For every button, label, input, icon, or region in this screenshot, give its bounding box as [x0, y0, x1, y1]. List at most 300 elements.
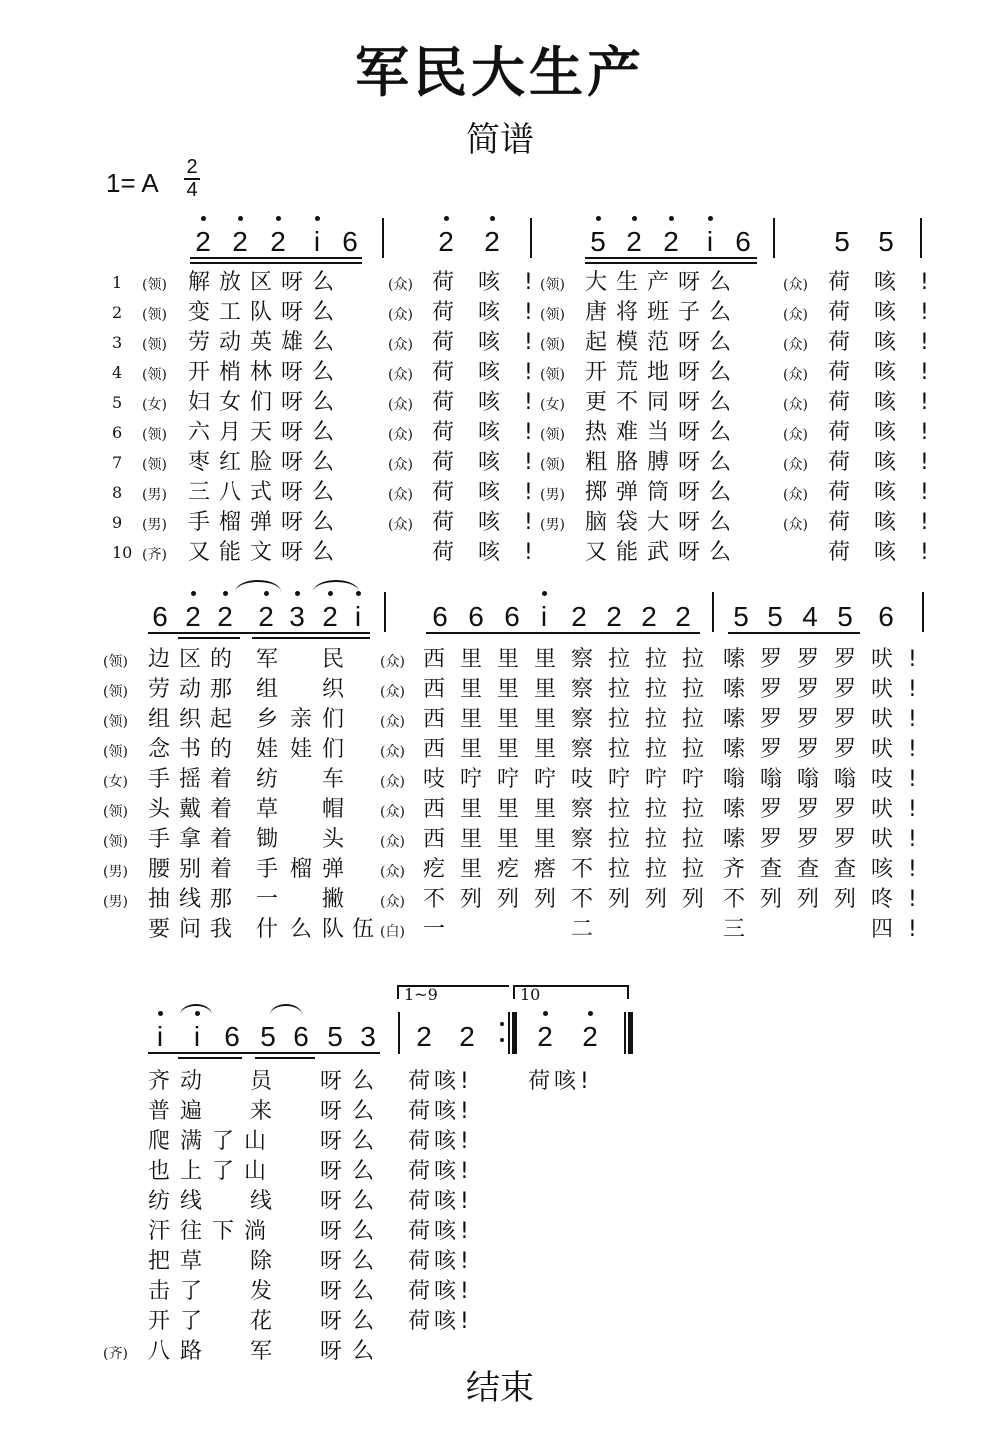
lyric-char: 开 [188, 360, 211, 385]
note: 5 [837, 601, 853, 632]
lyric-char: 荷 [828, 300, 851, 325]
lyric-char: 别 [179, 857, 202, 882]
note: 2 [225, 222, 255, 262]
part-tag: (女) [103, 774, 128, 790]
lyric-char: 天 [250, 420, 273, 445]
note: 3 [282, 597, 312, 637]
part-tag: (众) [783, 427, 808, 443]
lyric-char: 咳 [478, 540, 501, 565]
part-tag: (众) [783, 277, 808, 293]
verse-number: 8 [112, 483, 123, 502]
lyric-char: 嗡 [797, 767, 820, 792]
lyric-char: 罗 [834, 707, 857, 732]
lyric-char: 荷 [408, 1159, 431, 1184]
part-tag: (领) [142, 367, 167, 383]
lyric-char: 么 [352, 1279, 375, 1304]
lyric-char: ! [908, 917, 917, 942]
high-octave-dot [588, 1011, 593, 1016]
lyric-char: 乡 [256, 707, 279, 732]
lyric-char: 把 [148, 1249, 171, 1274]
lyric-char: 起 [210, 707, 233, 732]
lyric-char: 呀 [320, 1129, 343, 1154]
barline [773, 218, 775, 258]
note: 6 [342, 226, 358, 257]
lyric-char: 嗦 [723, 827, 746, 852]
lyric-char: 罗 [760, 827, 783, 852]
lyric-char: 么 [352, 1339, 375, 1364]
lyric-char: 民 [322, 647, 345, 672]
note: 6 [293, 1021, 309, 1052]
lyric-char: 咳 [874, 480, 897, 505]
lyric-char: 么 [709, 270, 732, 295]
part-tag: (领) [103, 654, 128, 670]
lyric-char: 荷 [828, 360, 851, 385]
barline [920, 218, 922, 258]
barline [384, 592, 386, 632]
lyric-char: 妇 [188, 390, 211, 415]
lyric-char: 里 [460, 737, 483, 762]
lyric-char: 么 [352, 1189, 375, 1214]
note: 2 [459, 1021, 475, 1052]
lyric-char: 汗 [148, 1219, 171, 1244]
verse-number: 9 [112, 513, 123, 532]
lyric-char: 区 [250, 270, 273, 295]
part-tag: (领) [142, 337, 167, 353]
part-tag: (男) [540, 487, 565, 503]
lyric-char: 撇 [322, 887, 345, 912]
lyric-char: 荷 [408, 1069, 431, 1094]
note: 6 [152, 601, 168, 632]
beam-line [585, 262, 757, 264]
lyric-char: 戴 [179, 797, 202, 822]
lyric-char: 热 [585, 420, 608, 445]
lyric-char: 么 [312, 510, 335, 535]
note: 6 [224, 1021, 240, 1052]
lyric-char: ! [908, 677, 917, 702]
note: 3 [360, 1021, 376, 1052]
lyric-char: 荷 [408, 1219, 431, 1244]
lyric-char: 往 [180, 1219, 203, 1244]
lyric-char: ! [524, 390, 533, 415]
note: 2 [530, 1017, 560, 1057]
lyric-char: 咳 [478, 420, 501, 445]
lyric-char: ! [524, 420, 533, 445]
note: 4 [802, 601, 818, 632]
note: 5 [834, 226, 850, 257]
lyric-char: 拉 [645, 647, 668, 672]
high-octave-dot [669, 216, 674, 221]
part-tag: (众) [388, 457, 413, 473]
note: i [529, 597, 559, 637]
lyric-char: 么 [352, 1219, 375, 1244]
lyric-char: 咳 [478, 390, 501, 415]
note: 5 [327, 1021, 343, 1052]
lyric-char: 弹 [250, 510, 273, 535]
high-octave-dot [238, 216, 243, 221]
lyric-char: ! [920, 270, 929, 295]
lyric-char: 嗦 [723, 677, 746, 702]
lyric-char: 拉 [682, 737, 705, 762]
note: 5 [878, 226, 894, 257]
lyric-char: 织 [179, 707, 202, 732]
note: 2 [656, 222, 686, 262]
lyric-char: 娃 [256, 737, 279, 762]
lyric-char: 查 [834, 857, 857, 882]
lyric-char: 么 [709, 360, 732, 385]
part-tag: (领) [540, 277, 565, 293]
lyric-char: ! [908, 887, 917, 912]
score-subtitle: 简谱 [466, 120, 534, 160]
lyric-char: 什 [256, 917, 279, 942]
lyric-char: 西 [423, 647, 446, 672]
lyric-char: 么 [312, 420, 335, 445]
lyric-char: 路 [180, 1339, 203, 1364]
lyric-char: 嗦 [723, 797, 746, 822]
lyric-char: 嗡 [723, 767, 746, 792]
high-octave-dot [315, 216, 320, 221]
part-tag: (众) [388, 277, 413, 293]
barline-thick [628, 1012, 633, 1054]
lyric-char: 咳 [434, 1279, 457, 1304]
lyric-char: ! [920, 330, 929, 355]
lyric-char: 么 [352, 1129, 375, 1154]
lyric-char: 吠 [871, 707, 894, 732]
lyric-char: 咳 [478, 360, 501, 385]
lyric-char: 咳 [434, 1159, 457, 1184]
lyric-char: 呀 [281, 540, 304, 565]
lyric-char: 线 [250, 1189, 273, 1214]
lyric-char: 地 [647, 360, 670, 385]
high-octave-dot [191, 591, 196, 596]
lyric-char: 呀 [678, 450, 701, 475]
lyric-char: 荷 [432, 270, 455, 295]
note: 2 [416, 1021, 432, 1052]
barline [624, 1012, 626, 1054]
lyric-char: 么 [709, 450, 732, 475]
lyric-char: 筒 [647, 480, 670, 505]
lyric-char: 胳 [616, 450, 639, 475]
lyric-char: 脸 [250, 450, 273, 475]
lyric-char: ! [460, 1159, 469, 1184]
part-tag: (众) [388, 487, 413, 503]
barline [922, 592, 924, 632]
lyric-char: 咳 [434, 1189, 457, 1214]
lyric-char: 动 [180, 1069, 203, 1094]
high-octave-dot [708, 216, 713, 221]
lyric-char: 二 [571, 917, 594, 942]
part-tag: (领) [540, 307, 565, 323]
part-tag: (领) [540, 367, 565, 383]
lyric-char: 里 [534, 797, 557, 822]
lyric-char: 罗 [834, 677, 857, 702]
note: 5 [260, 1021, 276, 1052]
lyric-char: 纺 [148, 1189, 171, 1214]
high-octave-dot [444, 216, 449, 221]
lyric-char: 嗦 [723, 707, 746, 732]
note: 2 [571, 601, 587, 632]
lyric-char: 里 [534, 707, 557, 732]
lyric-char: 么 [290, 917, 313, 942]
part-tag: (众) [380, 684, 405, 700]
lyric-char: 西 [423, 677, 446, 702]
lyric-char: 罗 [797, 677, 820, 702]
lyric-char: 枣 [188, 450, 211, 475]
lyric-char: 荷 [408, 1249, 431, 1274]
lyric-char: 荷 [432, 420, 455, 445]
lyric-char: 粗 [585, 450, 608, 475]
lyric-char: 咳 [434, 1099, 457, 1124]
lyric-char: 脑 [585, 510, 608, 535]
part-tag: (齐) [103, 1346, 128, 1362]
lyric-char: ! [524, 450, 533, 475]
lyric-char: 咳 [874, 540, 897, 565]
lyric-char: 吱 [423, 767, 446, 792]
lyric-char: 呀 [678, 420, 701, 445]
verse-number: 3 [112, 333, 123, 352]
lyric-char: 里 [497, 737, 520, 762]
high-octave-dot [596, 216, 601, 221]
lyric-char: 手 [148, 767, 171, 792]
note: 2 [477, 222, 507, 262]
lyric-char: 里 [497, 647, 520, 672]
part-tag: (众) [380, 804, 405, 820]
lyric-char: 产 [647, 270, 670, 295]
lyric-char: 弹 [322, 857, 345, 882]
lyric-char: 荷 [432, 360, 455, 385]
lyric-char: ! [524, 270, 533, 295]
lyric-char: 咛 [497, 767, 520, 792]
lyric-char: 里 [497, 707, 520, 732]
high-octave-dot [543, 1011, 548, 1016]
high-octave-dot [490, 216, 495, 221]
note: 6 [504, 601, 520, 632]
lyric-char: 月 [219, 420, 242, 445]
part-tag: (众) [380, 864, 405, 880]
lyric-char: 列 [534, 887, 557, 912]
lyric-char: 呀 [281, 270, 304, 295]
lyric-char: 车 [322, 767, 345, 792]
lyric-char: 起 [585, 330, 608, 355]
part-tag: (领) [540, 427, 565, 443]
note: 2 [575, 1017, 605, 1057]
lyric-char: ! [460, 1309, 469, 1334]
note: 6 [735, 226, 751, 257]
lyric-char: 齐 [723, 857, 746, 882]
lyric-char: 荷 [432, 480, 455, 505]
lyric-char: 伍 [352, 917, 375, 942]
slur [270, 1004, 302, 1015]
beam-line [148, 632, 370, 634]
lyric-char: 荷 [828, 330, 851, 355]
lyric-char: 唐 [585, 300, 608, 325]
lyric-char: 放 [219, 270, 242, 295]
part-tag: (众) [380, 894, 405, 910]
beam-line [190, 257, 362, 259]
lyric-char: 草 [180, 1249, 203, 1274]
lyric-char: 开 [148, 1309, 171, 1334]
lyric-char: 列 [834, 887, 857, 912]
lyric-char: 咳 [434, 1219, 457, 1244]
verse-number: 2 [112, 303, 123, 322]
lyric-char: 亲 [290, 707, 313, 732]
lyric-char: 呀 [281, 300, 304, 325]
lyric-char: 们 [322, 707, 345, 732]
ending-label: 结束 [466, 1368, 534, 1408]
beam-line [252, 637, 370, 639]
note: 2 [188, 222, 218, 262]
lyric-char: 么 [709, 330, 732, 355]
lyric-char: 了 [180, 1309, 203, 1334]
part-tag: (女) [540, 397, 565, 413]
barline [382, 218, 384, 258]
verse-number: 6 [112, 423, 123, 442]
lyric-char: 列 [608, 887, 631, 912]
lyric-char: 呀 [320, 1099, 343, 1124]
lyric-char: 呀 [678, 360, 701, 385]
lyric-char: 四 [871, 917, 894, 942]
volta-label-2: 10 [520, 985, 541, 1004]
beam-line [148, 1052, 380, 1054]
lyric-char: 工 [219, 300, 242, 325]
part-tag: (众) [783, 457, 808, 473]
lyric-char: 娃 [290, 737, 313, 762]
lyric-char: 的 [210, 737, 233, 762]
lyric-char: 么 [312, 330, 335, 355]
note: 6 [432, 601, 448, 632]
lyric-char: ! [908, 857, 917, 882]
lyric-char: 察 [571, 737, 594, 762]
lyric-char: 里 [497, 677, 520, 702]
lyric-char: 咳 [434, 1309, 457, 1334]
lyric-char: 们 [250, 390, 273, 415]
lyric-char: 咳 [478, 510, 501, 535]
lyric-char: 拉 [682, 857, 705, 882]
lyric-char: 里 [534, 737, 557, 762]
lyric-char: 生 [616, 270, 639, 295]
lyric-char: 更 [585, 390, 608, 415]
lyric-char: 罗 [760, 707, 783, 732]
lyric-char: 遍 [180, 1099, 203, 1124]
lyric-char: 发 [250, 1279, 273, 1304]
note: 6 [878, 601, 894, 632]
lyric-char: 也 [148, 1159, 171, 1184]
lyric-char: 咛 [534, 767, 557, 792]
lyric-char: 咳 [434, 1069, 457, 1094]
lyric-char: 军 [250, 1339, 273, 1364]
repeat-dot [500, 1038, 504, 1042]
lyric-char: 念 [148, 737, 171, 762]
lyric-char: 红 [219, 450, 242, 475]
lyric-char: 拉 [645, 797, 668, 822]
lyric-char: 的 [210, 647, 233, 672]
lyric-char: 罗 [834, 827, 857, 852]
part-tag: (众) [388, 367, 413, 383]
lyric-char: 式 [250, 480, 273, 505]
lyric-char: 又 [585, 540, 608, 565]
lyric-char: 呀 [678, 540, 701, 565]
lyric-char: 满 [180, 1129, 203, 1154]
lyric-char: 范 [647, 330, 670, 355]
part-tag: (众) [380, 834, 405, 850]
lyric-char: 呀 [320, 1339, 343, 1364]
lyric-char: 来 [250, 1099, 273, 1124]
lyric-char: 荷 [408, 1099, 431, 1124]
lyric-char: 拉 [682, 647, 705, 672]
high-octave-dot [201, 216, 206, 221]
lyric-char: 罗 [797, 797, 820, 822]
barline [508, 1012, 510, 1054]
lyric-char: 三 [723, 917, 746, 942]
part-tag: (领) [142, 457, 167, 473]
lyric-char: 八 [148, 1339, 171, 1364]
lyric-char: 组 [256, 677, 279, 702]
beam-line [190, 262, 362, 264]
time-signature [183, 158, 201, 200]
lyric-char: 了 [180, 1279, 203, 1304]
lyric-char: 拉 [645, 677, 668, 702]
lyric-char: 呀 [281, 480, 304, 505]
lyric-char: 咛 [608, 767, 631, 792]
part-tag: (众) [783, 517, 808, 533]
lyric-char: 同 [647, 390, 670, 415]
lyric-char: 拉 [682, 707, 705, 732]
part-tag: (男) [142, 517, 167, 533]
lyric-char: 吱 [871, 767, 894, 792]
lyric-char: 列 [682, 887, 705, 912]
lyric-char: 腰 [148, 857, 171, 882]
lyric-char: ! [580, 1069, 589, 1094]
lyric-char: ! [524, 360, 533, 385]
barline [712, 592, 714, 632]
lyric-char: 区 [179, 647, 202, 672]
note: i [343, 597, 373, 637]
lyric-char: 拿 [179, 827, 202, 852]
lyric-char: 列 [497, 887, 520, 912]
lyric-char: 榴 [219, 510, 242, 535]
high-octave-dot [223, 591, 228, 596]
lyric-char: 查 [797, 857, 820, 882]
lyric-char: 英 [250, 330, 273, 355]
lyric-char: 能 [616, 540, 639, 565]
note: 2 [641, 601, 657, 632]
lyric-char: 了 [212, 1129, 235, 1154]
lyric-char: 不 [571, 857, 594, 882]
lyric-char: 员 [250, 1069, 273, 1094]
part-tag: (领) [142, 427, 167, 443]
high-octave-dot [542, 591, 547, 596]
lyric-char: 普 [148, 1099, 171, 1124]
lyric-char: 手 [148, 827, 171, 852]
note: 2 [315, 597, 345, 637]
part-tag: (众) [388, 307, 413, 323]
lyric-char: 荷 [432, 300, 455, 325]
lyric-char: 林 [250, 360, 273, 385]
part-tag: (众) [380, 654, 405, 670]
beam-line [178, 1057, 242, 1059]
lyric-char: 着 [210, 857, 233, 882]
lyric-char: 荷 [432, 510, 455, 535]
verse-number: 4 [112, 363, 123, 382]
note: 2 [619, 222, 649, 262]
part-tag: (众) [388, 517, 413, 533]
beam-line [178, 637, 240, 639]
part-tag: (领) [103, 744, 128, 760]
lyric-char: 子 [678, 300, 701, 325]
lyric-char: 队 [250, 300, 273, 325]
lyric-char: 将 [616, 300, 639, 325]
lyric-char: 么 [312, 480, 335, 505]
lyric-char: 不 [723, 887, 746, 912]
